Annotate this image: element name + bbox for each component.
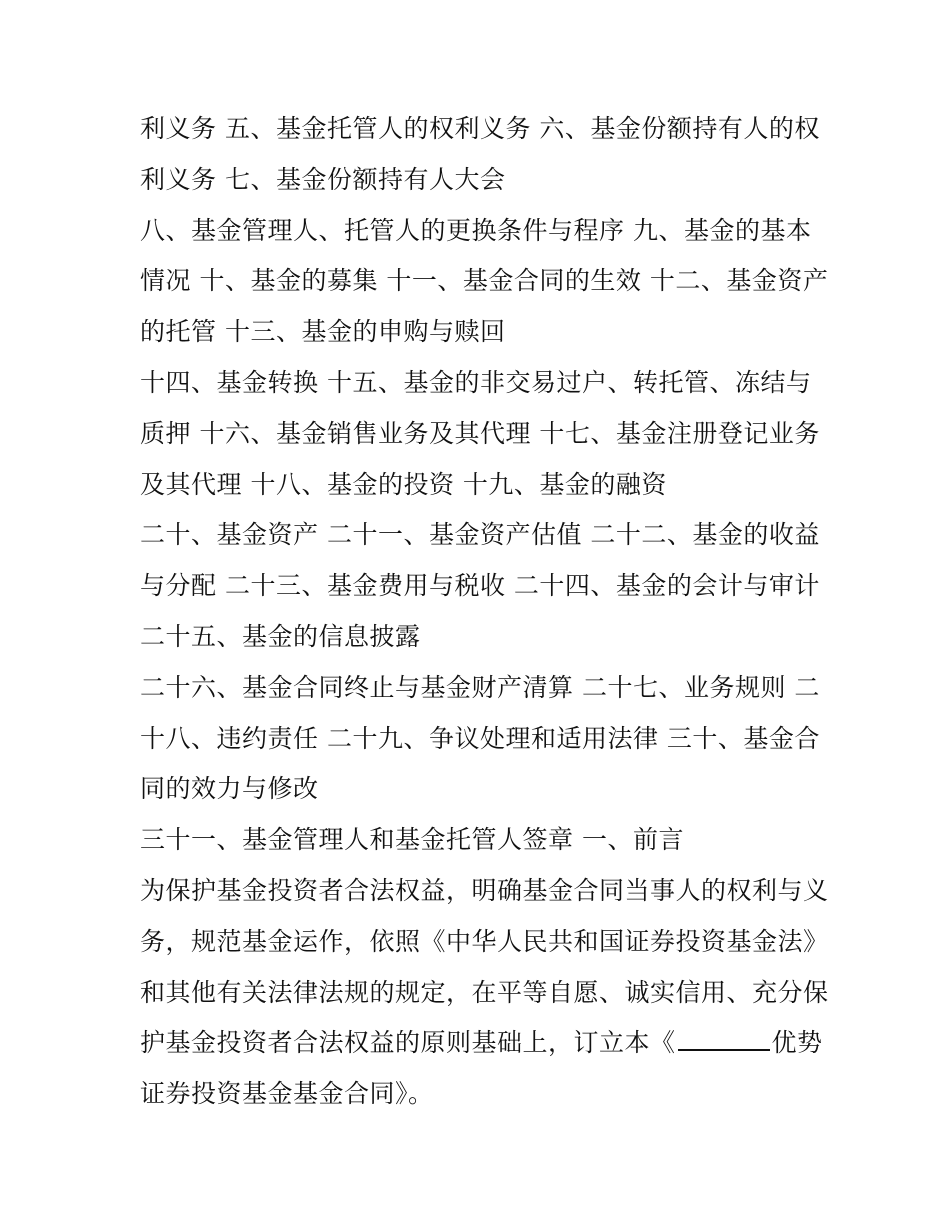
text-line: 利义务 七、基金份额持有人大会 bbox=[140, 164, 506, 194]
text-line: 的托管 十三、基金的申购与赎回 bbox=[140, 317, 506, 347]
text-line: 和其他有关法律法规的规定，在平等自愿、诚实信用、充分保 bbox=[140, 977, 829, 1007]
text-line: 证券投资基金基金合同》。 bbox=[140, 1079, 434, 1109]
text-segment: 优势 bbox=[771, 1028, 823, 1058]
text-line: 质押 十六、基金销售业务及其代理 十七、基金注册登记业务 bbox=[140, 418, 820, 448]
text-line: 情况 十、基金的募集 十一、基金合同的生效 十二、基金资产 bbox=[140, 266, 829, 296]
text-line: 为保护基金投资者合法权益，明确基金合同当事人的权利与义 bbox=[140, 875, 829, 905]
text-line: 及其代理 十八、基金的投资 十九、基金的融资 bbox=[140, 469, 667, 499]
text-line: 务，规范基金运作，依照《中华人民共和国证券投资基金法》 bbox=[140, 926, 829, 956]
text-line: 十四、基金转换 十五、基金的非交易过户、转托管、冻结与 bbox=[140, 367, 812, 397]
text-line: 与分配 二十三、基金费用与税收 二十四、基金的会计与审计 bbox=[140, 571, 820, 601]
text-line-with-blank bbox=[140, 1018, 823, 1069]
text-line: 三十一、基金管理人和基金托管人签章 一、前言 bbox=[140, 825, 684, 855]
text-line: 利义务 五、基金托管人的权利义务 六、基金份额持有人的权 bbox=[140, 114, 820, 143]
text-line: 二十六、基金合同终止与基金财产清算 二十七、业务规则 二 bbox=[140, 672, 820, 702]
text-segment: 护基金投资者合法权益的原则基础上，订立本《 bbox=[140, 1028, 676, 1058]
text-line: 同的效力与修改 bbox=[140, 774, 319, 804]
text-line: 八、基金管理人、托管人的更换条件与程序 九、基金的基本 bbox=[140, 215, 812, 245]
fill-in-blank bbox=[678, 1019, 770, 1051]
document-body bbox=[140, 104, 829, 1120]
text-line: 二十、基金资产 二十一、基金资产估值 二十二、基金的收益 bbox=[140, 520, 820, 550]
text-line: 二十五、基金的信息披露 bbox=[140, 621, 421, 651]
text-line: 十八、违约责任 二十九、争议处理和适用法律 三十、基金合 bbox=[140, 723, 820, 753]
